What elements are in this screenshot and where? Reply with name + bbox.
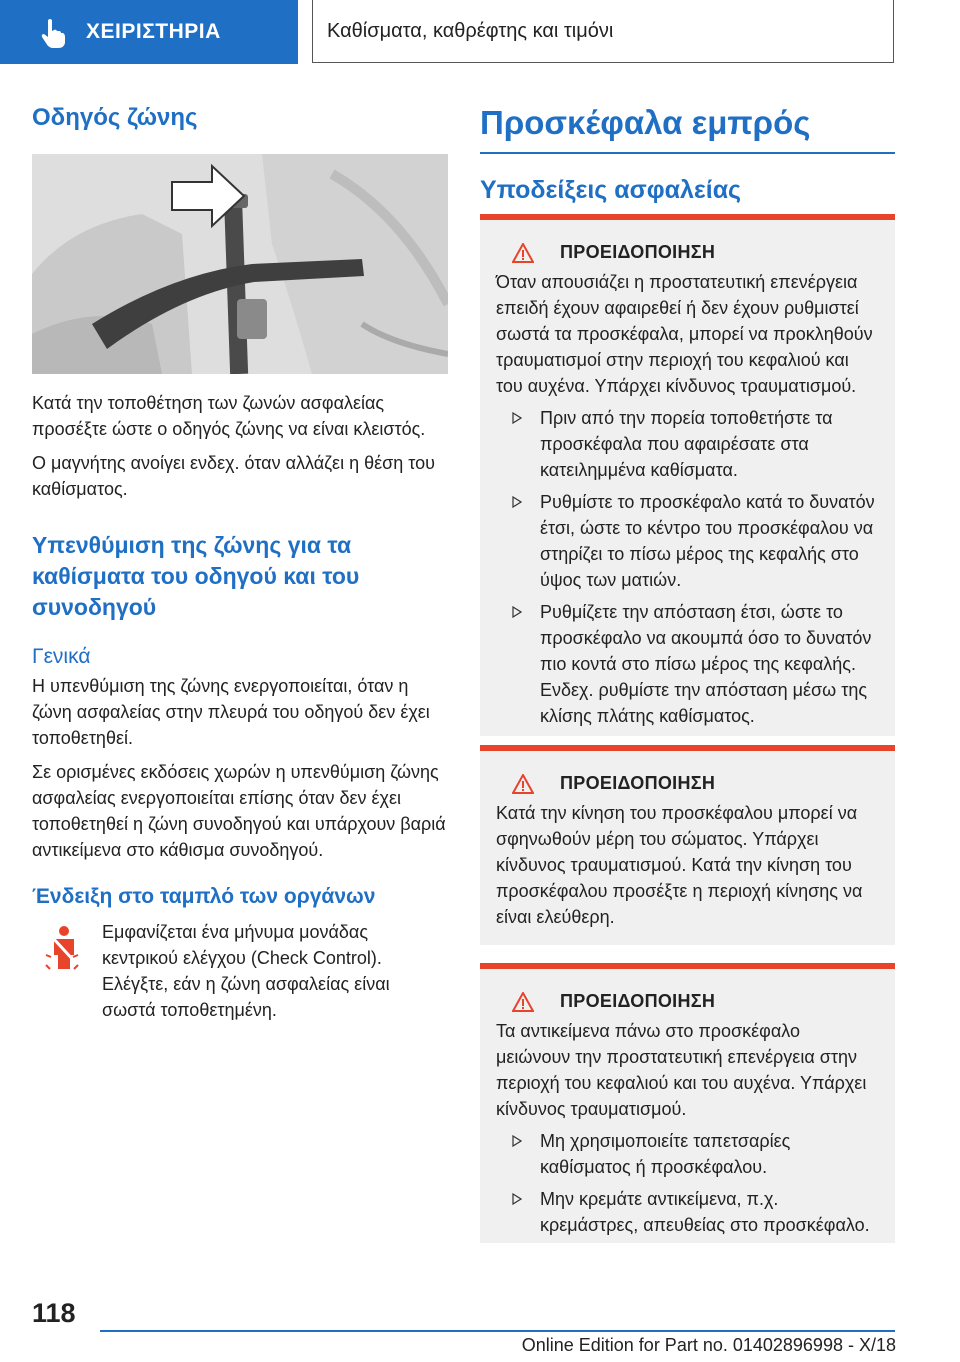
- triangle-bullet-icon: [512, 412, 522, 424]
- guide-paragraph-1: Κατά την τοποθέτηση των ζωνών ασφαλείας προσέξτε ώστε ο οδηγός ζώνης να είναι κλειστός.: [32, 393, 426, 439]
- page-number: 118: [32, 1298, 76, 1328]
- triangle-bullet-icon: [512, 496, 522, 508]
- warning-title: ΠΡΟΕΙΔΟΠΟΙΗΣΗ: [560, 991, 716, 1011]
- hand-pointer-icon: [40, 18, 66, 48]
- front-headrests-title: Προσκέφαλα εμπρός: [480, 104, 811, 141]
- header-tab-label: ΧΕΙΡΙΣΤΗΡΙΑ: [86, 20, 221, 43]
- bullet-text: Ρυθμίζετε την απόσταση έτσι, ώστε το προσκέφαλο να ακουμπά όσο το δυνατόν πιο κοντά στο πίσω μέρος της κεφαλής. Ενδεχ. ρυθμίστε την απόσταση μέσω της κλίσης πλάτης καθίσματος.: [540, 602, 872, 726]
- seat-belt-photo: [32, 154, 448, 374]
- warning-bullet: [496, 599, 879, 729]
- warning-triangle-icon: [512, 774, 534, 794]
- warning-bullet: [496, 405, 879, 483]
- warning-bullet: [496, 1128, 879, 1180]
- warning-triangle-icon: [512, 243, 534, 263]
- breadcrumb-text: Καθίσματα, καθρέφτης και τιμόνι: [327, 20, 614, 42]
- warning-body: Όταν απουσιάζει η προστατευτική επενέργεια επειδή έχουν αφαιρεθεί ή δεν έχουν ρυθμιστεί σωστά τα προσκέφαλα, μπορεί να προκληθούν τραυματισμοί στην περιοχή του κεφαλιού και του αυχένα. Υπάρχει κίνδυνος τραυματισμού.: [496, 272, 873, 396]
- general-heading: Γενικά: [32, 645, 91, 668]
- warning-header: [496, 773, 879, 794]
- bullet-text: Μη χρησιμοποιείτε ταπετσαρίες καθίσματος ή προσκέφαλου.: [540, 1131, 791, 1177]
- belt-reminder-heading: Υπενθύμιση της ζώνης για τα καθίσματα του οδηγού και του συνοδηγού: [32, 532, 360, 620]
- triangle-bullet-icon: [512, 606, 522, 618]
- display-block: [32, 919, 448, 1023]
- display-text: Εμφανίζεται ένα μήνυμα μονάδας κεντρικού ελέγχου (Check Control). Ελέγξτε, εάν η ζώνη ασφαλείας είναι σωστά τοποθετημένη.: [102, 922, 390, 1020]
- triangle-bullet-icon: [512, 1193, 522, 1205]
- warning-title: ΠΡΟΕΙΔΟΠΟΙΗΣΗ: [560, 242, 716, 262]
- header-tab[interactable]: [0, 0, 298, 64]
- warning-body: Τα αντικείμενα πάνω στο προσκέφαλο μειώνουν την προστατευτική επενέργεια στην περιοχή του κεφαλιού και του αυχένα. Υπάρχει κίνδυνος τραυματισμού.: [496, 1021, 867, 1119]
- belt-guide-heading: Οδηγός ζώνης: [32, 104, 198, 131]
- bullet-text: Ρυθμίστε το προσκέφαλο κατά το δυνατόν έτσι, ώστε το κέντρο του προσκέφαλου να στηρίζει το πίσω μέρος της κεφαλής στο ύψος των ματιών.: [540, 492, 875, 590]
- triangle-bullet-icon: [512, 1135, 522, 1147]
- warning-title: ΠΡΟΕΙΔΟΠΟΙΗΣΗ: [560, 773, 716, 793]
- footer-rule: [100, 1330, 895, 1332]
- warning-header: [496, 242, 879, 263]
- breadcrumb: [312, 0, 894, 63]
- bullet-text: Πριν από την πορεία τοποθετήστε τα προσκέφαλα που αφαιρέσατε στα κατειλημμένα καθίσματα.: [540, 408, 833, 480]
- warning-box-1: [480, 214, 895, 736]
- warning-box-2: [480, 745, 895, 945]
- general-paragraph-1: Η υπενθύμιση της ζώνης ενεργοποιείται, όταν η ζώνη ασφαλείας στην πλευρά του οδηγού δεν έχει τοποθετηθεί.: [32, 676, 430, 748]
- bullet-text: Μην κρεμάτε αντικείμενα, π.χ. κρεμάστρες, απευθείας στο προσκέφαλο.: [540, 1189, 870, 1235]
- warning-bullet: [496, 1186, 879, 1238]
- guide-paragraph-2: Ο μαγνήτης ανοίγει ενδεχ. όταν αλλάζει η θέση του καθίσματος.: [32, 453, 435, 499]
- seatbelt-warning-icon: [42, 925, 82, 975]
- footer-edition: Online Edition for Part no. 01402896998 - X/18: [521, 1335, 896, 1355]
- warning-bullet: [496, 489, 879, 593]
- display-paragraph: [32, 919, 448, 1023]
- right-column: [480, 90, 896, 205]
- belt-guide-illustration: [32, 154, 448, 374]
- left-column: [32, 90, 448, 1023]
- warning-triangle-icon: [512, 992, 534, 1012]
- warning-header: [496, 991, 879, 1012]
- warning-box-3: [480, 963, 895, 1243]
- title-rule: [480, 152, 895, 154]
- general-paragraph-2: Σε ορισμένες εκδόσεις χωρών η υπενθύμιση ζώνης ασφαλείας ενεργοποιείται επίσης όταν δεν έχει τοποθετηθεί η ζώνη συνοδηγού και υπάρχουν βαριά αντικείμενα στο κάθισμα συνοδηγού.: [32, 762, 446, 860]
- safety-notes-heading: Υποδείξεις ασφαλείας: [480, 175, 742, 204]
- warning-body: Κατά την κίνηση του προσκέφαλου μπορεί να σφηνωθούν μέρη του σώματος. Υπάρχει κίνδυνος τραυματισμού. Κατά την κίνηση του προσκέφαλου προσέξτε η περιοχή κίνησης να είναι ελεύθερη.: [496, 803, 863, 927]
- instrument-display-heading: Ένδειξη στο ταμπλό των οργάνων: [32, 885, 376, 908]
